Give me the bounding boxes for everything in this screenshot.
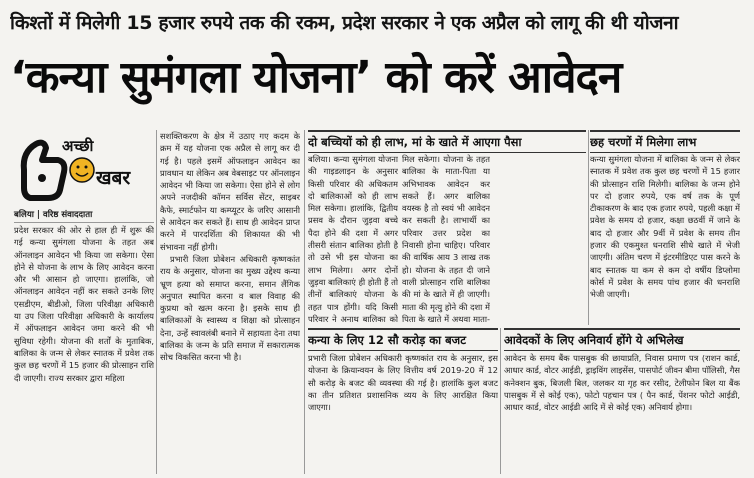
story-col1-text: प्रदेश सरकार की ओर से हाल ही में शुरू की गई कन्या सुमंगला योजना के तहत अब ऑनलाइन आवेदन भी किया जा सकेगा। ऐसा होने से योजना के लाभ के लिए आवेदन करना और भी आसान हो जाएगा। हालांकि, जो ऑनलाइन आवेदन नहीं कर सकते उनके लिए एसडीएम, बीडीओ, जिला परिवीक्षा अधिकारी या उप जिला परिवीक्षा अधिकारी के कार्यालय में ऑफलाइन आवेदन जमा करने की भी सुविधा रहेगी। योजना की शर्तों के मुताबिक, बालिका के जन्म से लेकर स्नातक में प्रवेश तक कुल छह चरणों में 15 हजार की प्रोत्साहन राशि दी जाएगी। राज्य सरकार द्वारा महिला [14, 225, 154, 383]
six-stages-text-box [590, 153, 740, 325]
column-divider [588, 130, 589, 325]
six-stages-text: कन्या सुमंगला योजना में बालिका के जन्म से लेकर स्नातक में प्रवेश तक कुल छह चरणों में 15 हजार की प्रोत्साहन राशि मिलेगी। बालिका के जन्म होने पर दो हजार रुपये, एक वर्ष तक के पूर्ण टीकाकरण के बाद एक हजार रुपये, पहली कक्षा में प्रवेश के समय दो हजार, कक्षा छठवीं में जाने के बाद दो हजार और 9वीं में प्रवेश के समय तीन हजार की एकमुश्त धनराशि सीधे खाते में भेजी जाएगी। अंतिम चरण में इंटरमीडिएट पास करने के बाद स्नातक या कम से कम दो वर्षीय डिप्लोमा कोर्स में प्रवेश के समय पांच हजार की धनराशि भेजी जाएगी। [590, 154, 740, 300]
story-col2-para2: प्रभारी जिला प्रोबेशन अधिकारी कृष्णकांत राय के अनुसार, योजना का मुख्य उद्देश्य कन्या भ्रूण हत्या को समाप्त करना, समान लैंगिक अनुपात स्थापित करना व बाल विवाह की कुप्रथा को खत्म करना है। इसके साथ ही बालिकाओं के स्वास्थ्य व शिक्षा को प्रोत्साहन देना, उन्हें स्वावलंबी बनाने में सहायता देना तथा बालिका के जन्म के प्रति समाज में सकारात्मक सोच विकसित करना भी है। [160, 253, 300, 363]
documents-text: आवेदन के समय बैंक पासबुक की छायाप्रति, निवास प्रमाण पत्र (राशन कार्ड, आधार कार्ड, वोटर आईडी, ड्राइविंग लाइसेंस, पासपोर्ट जीवन बीमा पॉलिसी, गैस कनेक्शन बुक, बिजली बिल, जलकर या गृह कर रसीद, टेलीफोन बिल या बैंक पासबुक में से कोई एक), फोटो पहचान पत्र ( पैन कार्ड, पेंशनर फोटो आईडी, आधार कार्ड, वोटर आईडी आदि में से कोई एक) अनिवार्य होगा। [504, 353, 740, 413]
story-column-1 [14, 224, 154, 472]
logo-line1: अच्छी [62, 137, 94, 155]
byline: बलिया | वरिष्ठ संवाददाता [14, 208, 154, 223]
column-divider [304, 130, 305, 474]
story-col2-para1: सशक्तिकरण के क्षेत्र में उठाए गए कदम के क्रम में यह योजना एक अप्रैल से लागू कर दी गई है। पहले इसमें ऑफलाइन आवेदन का प्रावधान था लेकिन अब वेबसाइट पर ऑनलाइन आवेदन भी किया जा सकेगा। ऐसा होने से लोग अपने नजदीकी कॉमन सर्विस सेंटर, साइबर कैफे, स्मार्टफोन या कम्प्यूटर के जरिए आसानी से आवेदन कर सकते हैं। साथ ही आवेदन प्राप्त करने में पारदर्शिता की शिकायत की भी संभावना नहीं होगी। [160, 131, 300, 252]
sidebar-col-1 [308, 153, 398, 325]
kicker-line: किश्तों में मिलेगी 15 हजार रुपये तक की रकम, प्रदेश सरकार ने एक अप्रैल को लागू की थी योजना [10, 12, 679, 34]
headline: ‘कन्या सुमंगला योजना’ को करें आवेदन [10, 52, 622, 103]
column-divider [500, 328, 501, 474]
column-divider [156, 130, 157, 474]
good-news-logo [12, 130, 147, 205]
section-heading-budget: कन्या के लिए 12 सौ करोड़ का बजट [308, 328, 498, 351]
budget-text: प्रभारी जिला प्रोबेशन अधिकारी कृष्णकांत राय के अनुसार, इस योजना के क्रियान्वयन के लिए वित्तीय वर्ष 2019-20 में 12 सौ करोड़ के बजट की व्यवस्था की गई है। हालांकि कुल बजट का तीन प्रतिशत प्रशासनिक व्यय के लिए आरक्षित किया जाएगा। [308, 353, 498, 413]
story-column-2 [160, 130, 300, 476]
sidebar-col2-text: मिल सकेगा। योजना के तहत बालिका के माता-पिता या अभिभावक आवेदन कर सकते हैं। अगर बालिका वयस्क है तो स्वयं भी आवेदन कर सकती है। लाभार्थी का परिवार उत्तर प्रदेश का निवासी होना चाहिए। परिवार की वार्षिक आय 3 लाख तक हो। योजना के तहत दी जाने वाली प्रोत्साहन राशि बालिका की मां के खाते में ही जाएगी। माता की मृत्यु होने की दशा में पिता के खाते में अथवा माता- [402, 154, 490, 324]
section-heading-six-stages: छह चरणों में मिलेगा लाभ [590, 130, 740, 153]
section-heading-documents: आवेदकों के लिए अनिवार्य होंगे ये अभिलेख [504, 328, 740, 351]
sidebar-col1-text: बलिया। कन्या सुमंगला योजना की गाइडलाइन के अनुसार किसी परिवार की अधिकतम दो बालिकाओं को ही लाभ मिल सकेगा। हालांकि, द्वितीय प्रसव के दौरान जुड़वा बच्चे पैदा होने की दशा में अगर तीसरी संतान बालिका होती है तो उसे भी इस योजना का लाभ मिलेगा। अगर दोनों जुड़वा बालिकाएं ही होती हैं तो तीनों बालिकाएं योजना के तहत पात्र होंगी। यदि किसी परिवार ने अनाथ बालिका को [308, 154, 398, 324]
budget-text-box [308, 352, 498, 472]
sidebar-col-2 [402, 153, 490, 325]
logo-line2: खबर [96, 167, 131, 189]
section-heading-two-daughters: दो बच्चियों को ही लाभ, मां के खाते में आएगा पैसा [308, 130, 586, 153]
documents-text-box [504, 352, 740, 472]
